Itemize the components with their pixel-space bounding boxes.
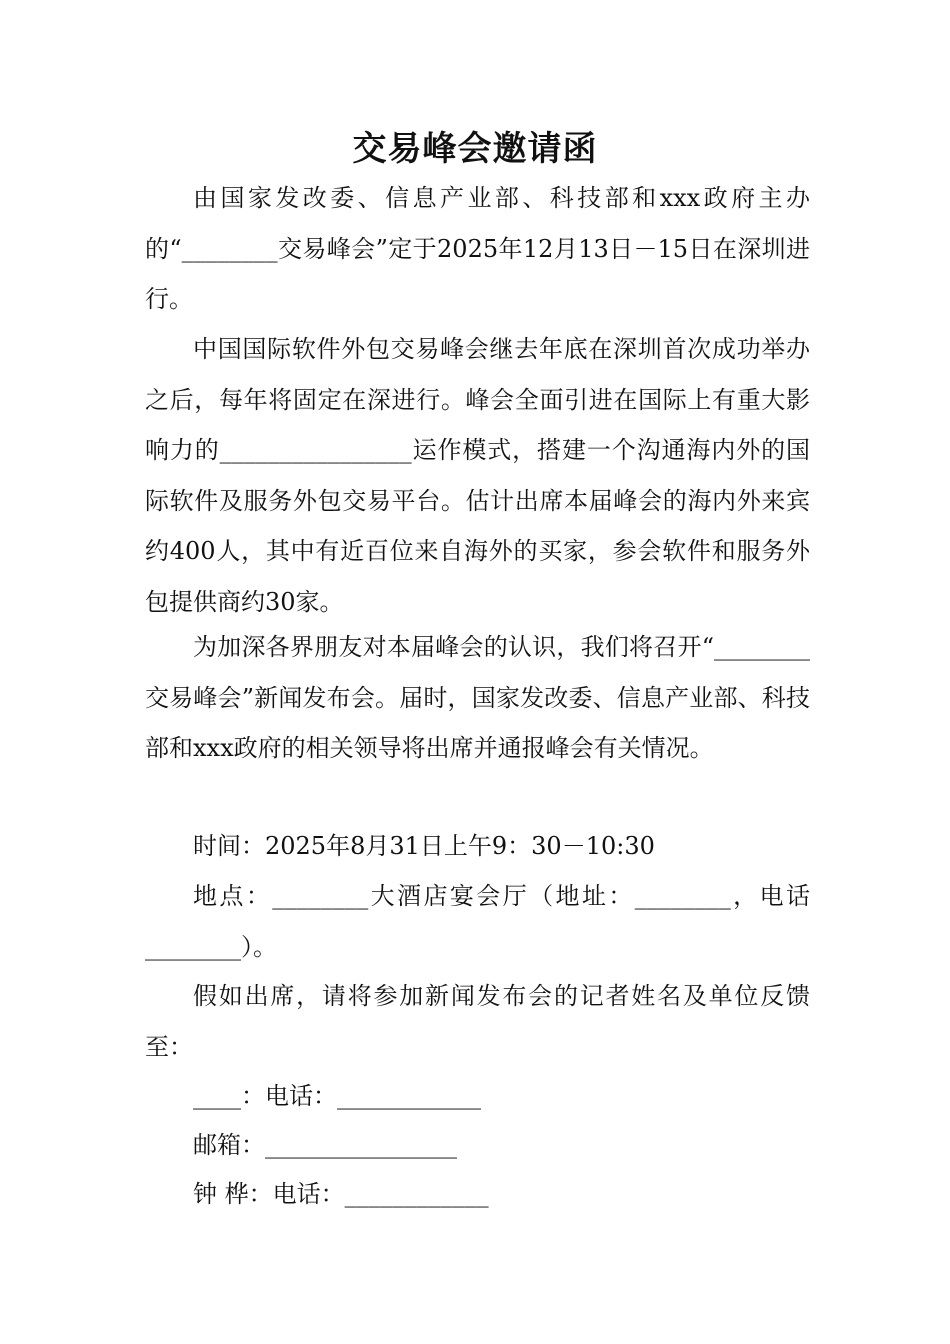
rsvp-block bbox=[145, 971, 810, 1072]
location-block bbox=[145, 871, 810, 972]
contact-email-line: 邮箱：________________ bbox=[193, 1131, 457, 1159]
location-line: 地点：________大酒店宴会厅（地址：________，电话________）。 bbox=[145, 882, 810, 961]
time-line: 时间：2025年8月31日上午9：30－10:30 bbox=[193, 832, 655, 860]
paragraph-3: 为加深各界朋友对本届峰会的认识，我们将召开“________交易峰会”新闻发布会。届时，国家发改委、信息产业部、科技部和xxx政府的相关领导将出席并通报峰会有关情况。 bbox=[145, 633, 810, 762]
rsvp-line: 假如出席，请将参加新闻发布会的记者姓名及单位反馈至： bbox=[145, 982, 810, 1061]
paragraph-3-block bbox=[145, 622, 810, 774]
page-title: 交易峰会邀请函 bbox=[352, 129, 598, 169]
paragraph-1: 由国家发改委、信息产业部、科技部和xxx政府主办的“________交易峰会”定于2025年12月13日－15日在深圳进行。 bbox=[145, 184, 810, 313]
paragraph-2: 中国国际软件外包交易峰会继去年底在深圳首次成功举办之后，每年将固定在深进行。峰会全面引进在国际上有重大影响力的________________运作模式，搭建一个沟通海内外的国际软件及服务外包交易平台。估计出席本届峰会的海内外来宾约400人，其中有近百位来自海外的买家，参会软件和服务外包提供商约30家。 bbox=[145, 335, 810, 616]
paragraph-1-block bbox=[145, 173, 810, 325]
contact-2-line: 钟 桦：电话：____________ bbox=[193, 1180, 489, 1208]
contact-1-line: ____：电话：____________ bbox=[193, 1082, 481, 1110]
time-block bbox=[145, 821, 810, 872]
paragraph-2-block bbox=[145, 324, 810, 627]
